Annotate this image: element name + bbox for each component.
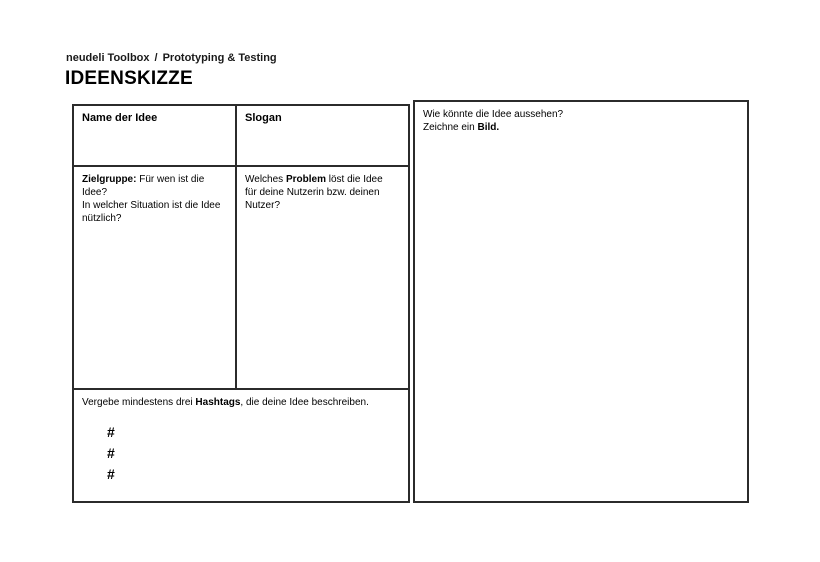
breadcrumb-section: Prototyping & Testing: [162, 52, 277, 64]
hashtag-symbol-2: #: [107, 445, 115, 461]
zielgruppe-line1: Zielgruppe: Für wen ist die Idee?: [82, 174, 205, 198]
problem-bold-word: Problem: [285, 174, 326, 185]
problem-line3: Nutzer?: [245, 200, 281, 211]
zielgruppe-line3: nützlich?: [82, 213, 122, 224]
picture-line2: Zeichne ein Bild.: [423, 122, 500, 133]
breadcrumb-separator: /: [154, 52, 158, 64]
picture-line1: Wie könnte die Idee aussehen?: [423, 109, 564, 120]
hashtags-cell: [74, 390, 408, 501]
picture-bold-word: Bild.: [477, 122, 500, 133]
zielgruppe-bold-label: Zielgruppe:: [82, 174, 137, 185]
slogan-cell: [237, 106, 408, 167]
zielgruppe-cell: [74, 167, 237, 390]
name-der-idee-cell: [74, 106, 237, 167]
problem-line1: Welches Problem löst die Idee: [245, 174, 383, 185]
name-der-idee-label: Name der Idee: [82, 112, 158, 124]
page-title: IDEENSKIZZE: [65, 68, 193, 89]
hashtag-symbol-1: #: [107, 424, 115, 440]
hashtag-list: [107, 422, 400, 485]
idea-table: [72, 104, 410, 503]
slogan-label: Slogan: [245, 112, 282, 124]
hashtag-symbol-3: #: [107, 466, 115, 482]
problem-line2: für deine Nutzerin bzw. deinen: [245, 187, 380, 198]
hashtags-instruction: Vergebe mindestens drei Hashtags, die deine Idee beschreiben.: [82, 397, 369, 408]
hashtags-bold-word: Hashtags: [195, 397, 241, 408]
problem-cell: [237, 167, 408, 390]
breadcrumb-toolbox: neudeli Toolbox: [66, 52, 150, 64]
breadcrumb: [66, 52, 277, 64]
zielgruppe-line2: In welcher Situation ist die Idee: [82, 200, 221, 211]
picture-cell: [413, 100, 749, 503]
